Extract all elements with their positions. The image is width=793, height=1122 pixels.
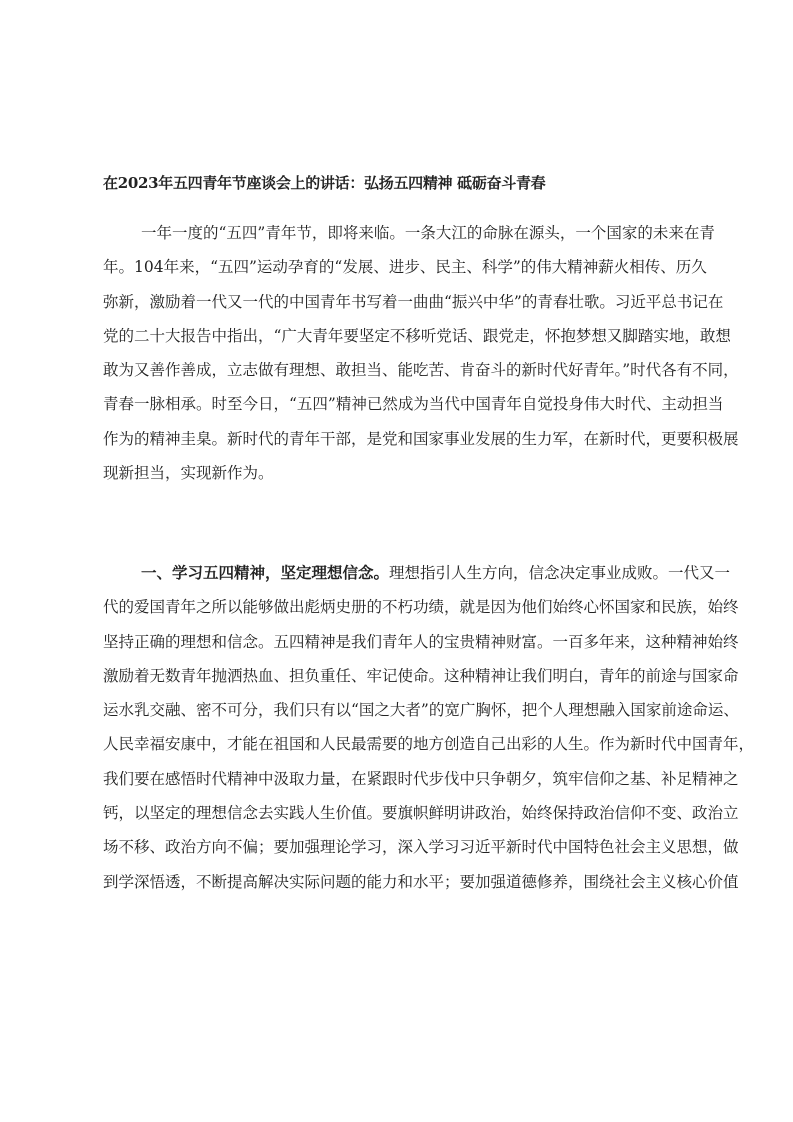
paragraph-section-one <box>103 556 755 899</box>
text-line: 党的二十大报告中指出，“广大青年要坚定不移听党话、跟党走，怀抱梦想又脚踏实地，敢想 <box>103 326 731 345</box>
text-line: 激励着无数青年抛洒热血、担负重任、牢记使命。这种精神让我们明白，青年的前途与国家命 <box>103 666 739 685</box>
text-line: 作为的精神圭臬。新时代的青年干部，是党和国家事业发展的生力军，在新时代，更要积极展 <box>103 429 739 448</box>
text-line: 敢为又善作善成，立志做有理想、敢担当、能吃苦、肯奋斗的新时代好青年。”时代各有不同， <box>103 361 739 380</box>
section-heading: 一、学习五四精神，坚定理想信念。 <box>141 563 390 582</box>
text-line: 年。104年来，“五四”运动孕育的“发展、进步、民主、科学”的伟大精神薪火相传、历久 <box>103 258 707 277</box>
document-title: 在2023年五四青年节座谈会上的讲话：弘扬五四精神 砥砺奋斗青春 <box>103 174 546 192</box>
text-line: 到学深悟透，不断提高解决实际问题的能力和水平；要加强道德修养，围绕社会主义核心价值 <box>103 872 739 891</box>
text-line: 一年一度的“五四”青年节，即将来临。一条大江的命脉在源头，一个国家的未来在青 <box>141 224 715 242</box>
text-line: 钙，以坚定的理想信念去实践人生价值。要旗帜鲜明讲政治，始终保持政治信仰不变、政治立 <box>103 804 739 823</box>
text-line: 坚持正确的理想和信念。五四精神是我们青年人的宝贵精神财富。一百多年来，这种精神始终 <box>103 632 739 651</box>
text-line: 运水乳交融、密不可分，我们只有以“国之大者”的宽广胸怀，把个人理想融入国家前途命运、 <box>103 701 739 720</box>
paragraph-intro <box>103 216 739 490</box>
text-line: 场不移、政治方向不偏；要加强理论学习，深入学习习近平新时代中国特色社会主义思想，做 <box>103 838 739 857</box>
text-line: 弥新，激励着一代又一代的中国青年书写着一曲曲“振兴中华”的青春壮歌。习近平总书记在 <box>103 292 724 311</box>
text-line: 我们要在感悟时代精神中汲取力量，在紧跟时代步伐中只争朝夕，筑牢信仰之基、补足精神之 <box>103 769 739 788</box>
text-line <box>103 556 731 590</box>
text-line: 代的爱国青年之所以能够做出彪炳史册的不朽功绩，就是因为他们始终心怀国家和民族，始终 <box>103 598 739 617</box>
text-line: 青春一脉相承。时至今日，“五四”精神已然成为当代中国青年自觉投身伟大时代、主动担当 <box>103 395 724 414</box>
text-line: 现新担当，实现新作为。 <box>103 464 274 483</box>
text-run: 理想指引人生方向，信念决定事业成败。一代又一 <box>389 564 731 582</box>
text-line: 人民幸福安康中，才能在祖国和人民最需要的地方创造自己出彩的人生。作为新时代中国青年， <box>103 735 755 754</box>
